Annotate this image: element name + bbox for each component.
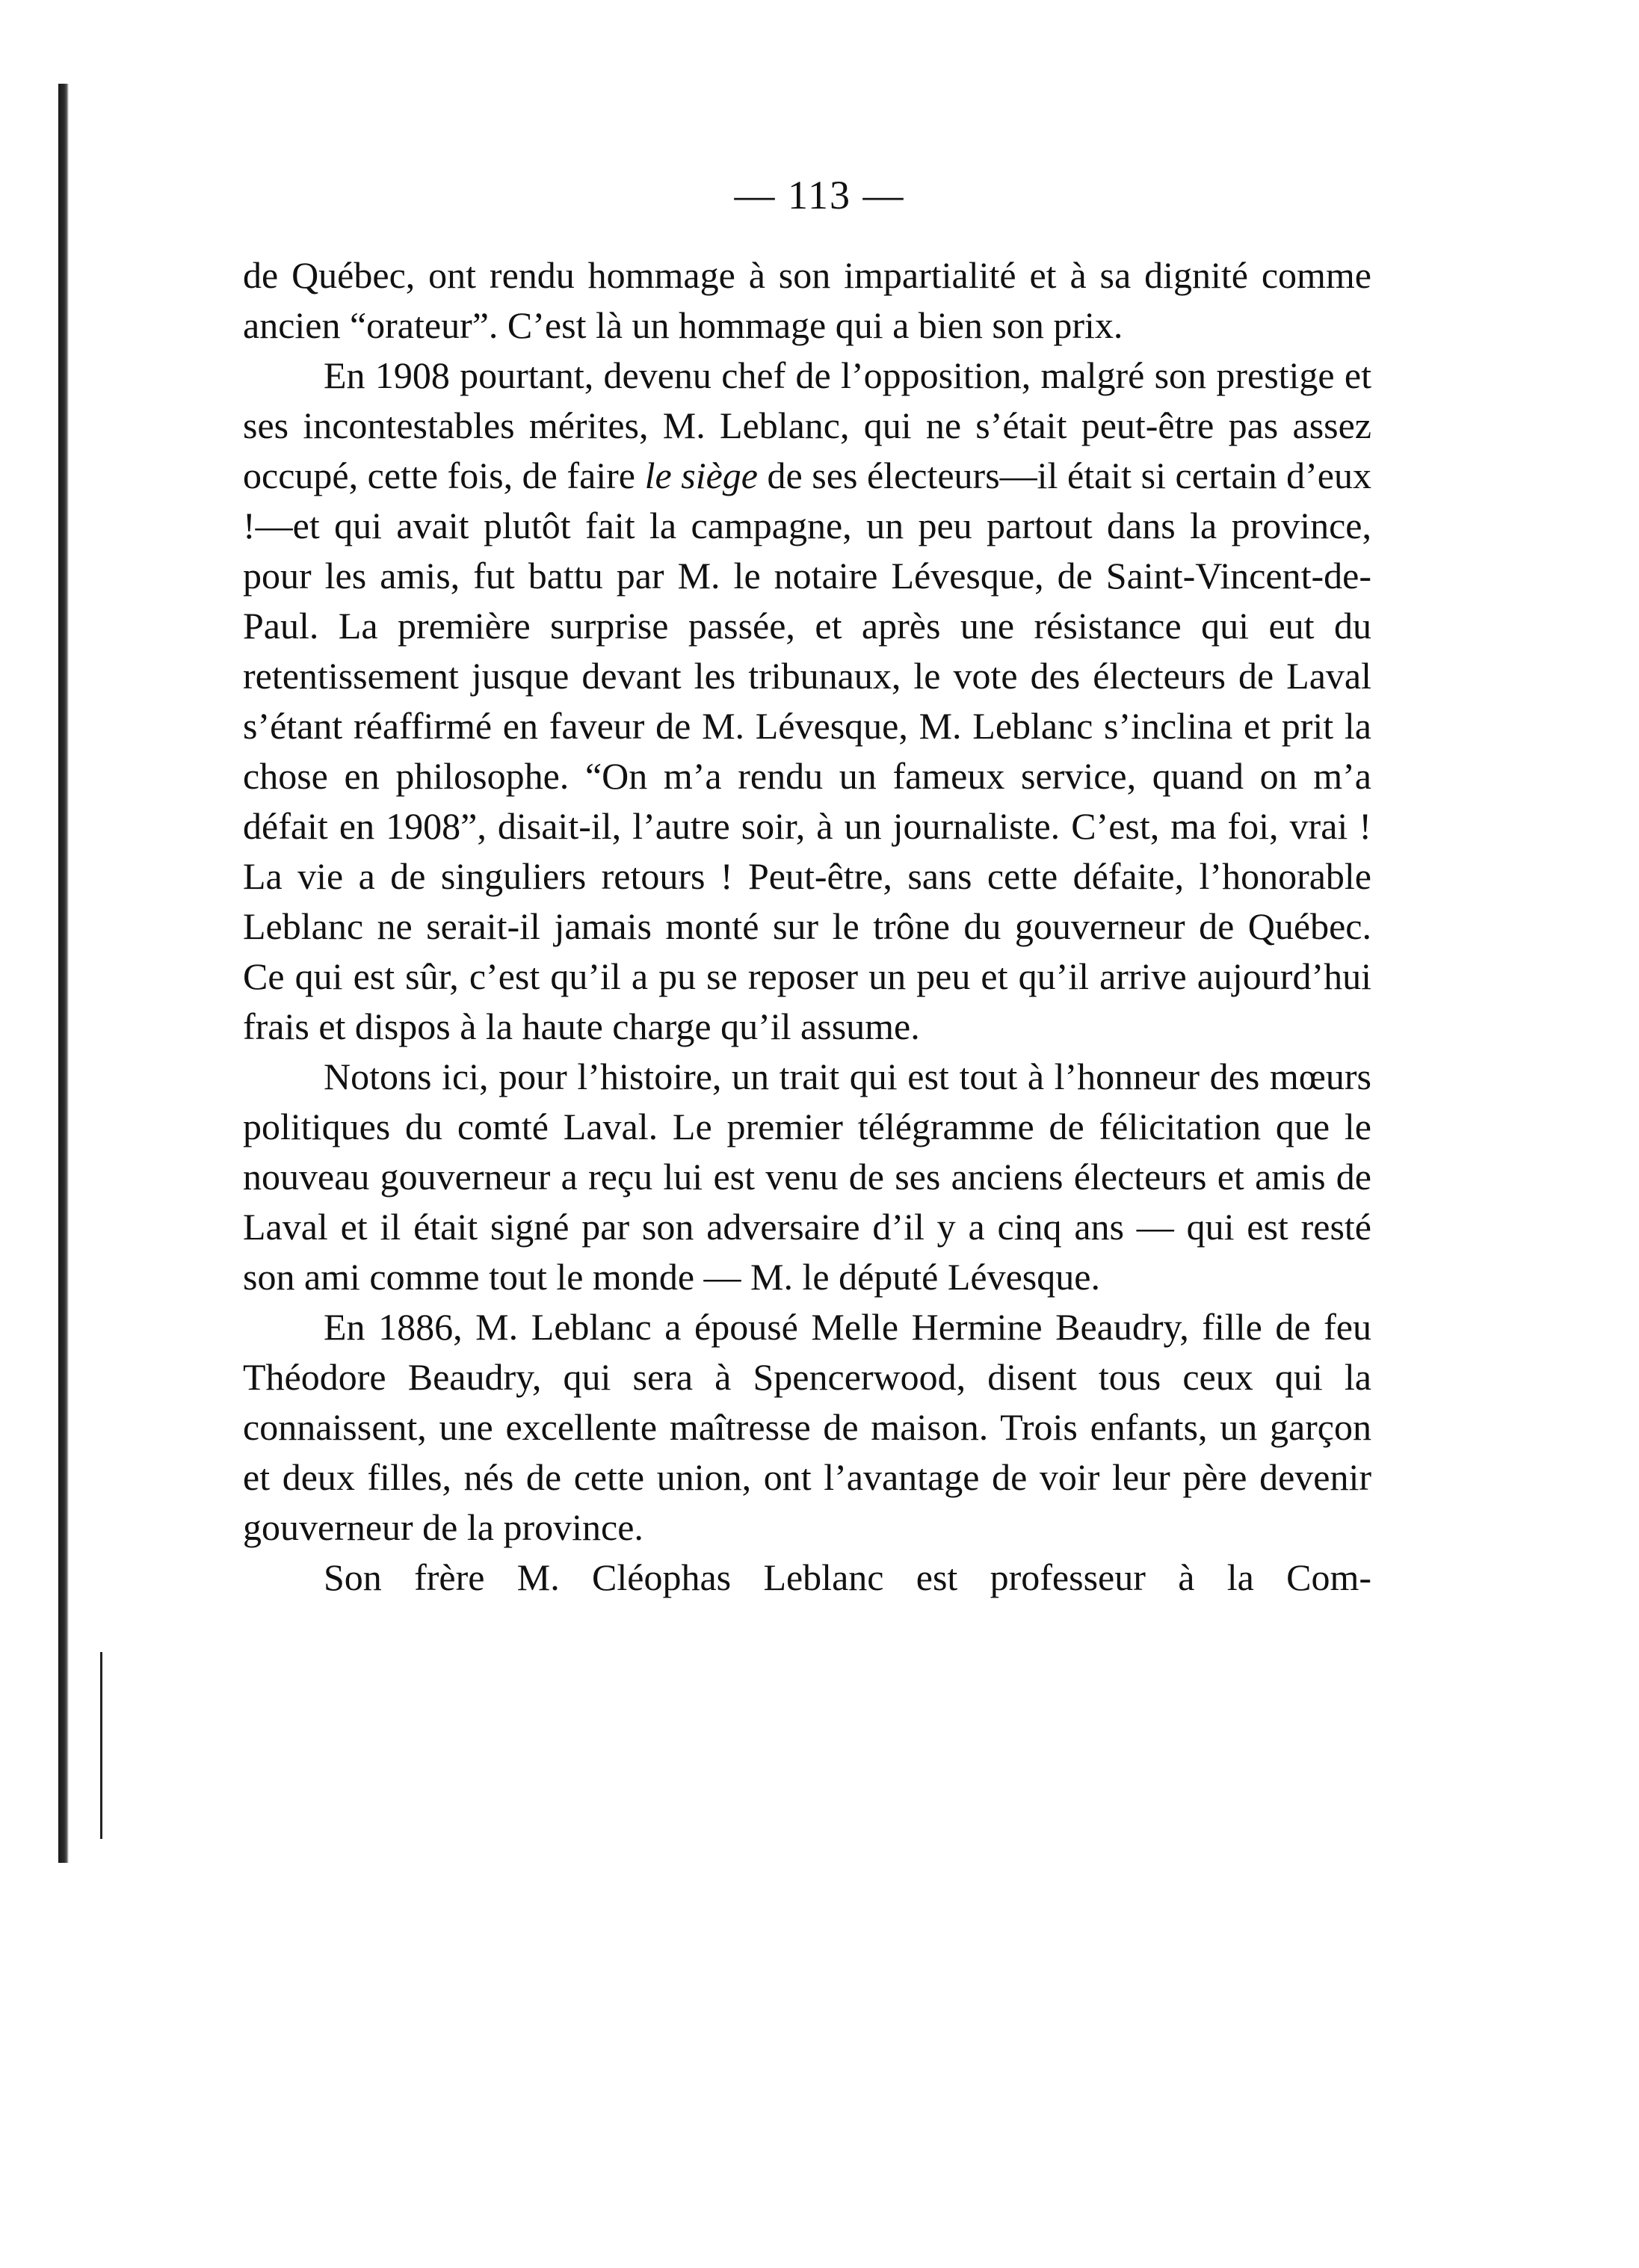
page-number: — 113 — [734, 173, 905, 218]
paragraph-1: de Québec, ont rendu hommage à son impartialité et à sa dignité comme ancien “orateur”. C’est là un hommage qui a bien son prix. [243, 254, 1371, 346]
paragraph-5: Son frère M. Cléophas Leblanc est professeur à la Com- [324, 1556, 1371, 1598]
body-text [243, 250, 1371, 1603]
paragraph-2 [243, 351, 1371, 1052]
page-binding-line [100, 1652, 102, 1839]
page-binding-shadow [58, 84, 69, 1863]
paragraph-2-part-1: En 1908 pourtant, devenu chef de l’opposition, malgré son prestige et ses incontestables mérites, M. Leblanc, qui ne s’était peut-être pas assez occupé, cette fois, de faire [243, 354, 1371, 496]
paragraph-2-italic: le siège [644, 454, 758, 496]
paragraph-4: En 1886, M. Leblanc a épousé Melle Hermine Beaudry, fille de feu Théodore Beaudry, qui sera à Spencerwood, disent tous ceux qui la connaissent, une excellente maîtresse de maison. Trois enfants, un garçon et deux filles, nés de cette union, ont l’avantage de voir leur père devenir gouverneur de la province. [243, 1306, 1371, 1548]
paragraph-3: Notons ici, pour l’histoire, un trait qui est tout à l’honneur des mœurs politiques du comté Laval. Le premier télégramme de félicitation que le nouveau gouverneur a reçu lui est venu de ses anciens électeurs et amis de Laval et il était signé par son adversaire d’il y a cinq ans — qui est resté son ami comme tout le monde — M. le député Lévesque. [243, 1056, 1371, 1298]
paragraph-2-part-2: de ses électeurs—il était si certain d’eux !—et qui avait plutôt fait la campagne, un peu partout dans la province, pour les amis, fut battu par M. le notaire Lévesque, de Saint-Vincent-de-Paul. La première surprise passée, et après une résistance qui eut du retentissement jusque devant les tribunaux, le vote des électeurs de Laval s’étant réaffirmé en faveur de M. Lévesque, M. Leblanc s’inclina et prit la chose en philosophe. “On m’a rendu un fameux service, quand on m’a défait en 1908”, disait-il, l’autre soir, à un journaliste. C’est, ma foi, vrai ! La vie a de singuliers retours ! Peut-être, sans cette défaite, l’honorable Leblanc ne serait-il jamais monté sur le trône du gouverneur de Québec. Ce qui est sûr, c’est qu’il a pu se reposer un peu et qu’il arrive aujourd’hui frais et dispos à la haute charge qu’il assume. [243, 454, 1371, 1047]
